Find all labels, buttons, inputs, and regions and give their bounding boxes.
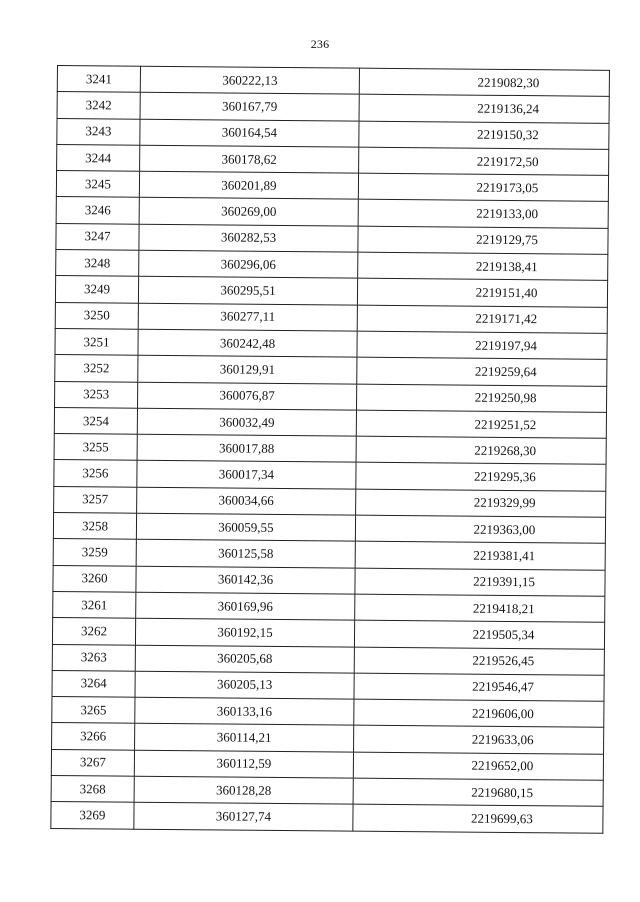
point-number-cell xyxy=(56,250,139,277)
x-coordinate-cell xyxy=(138,303,357,331)
point-number-value: 3264 xyxy=(80,675,107,691)
point-number-cell xyxy=(52,618,135,645)
point-number-cell xyxy=(53,539,136,566)
point-number-cell xyxy=(56,171,139,198)
point-number-value: 3241 xyxy=(85,70,112,87)
y-coordinate-cell xyxy=(354,620,604,648)
y-coordinate-cell xyxy=(359,68,609,96)
point-number-value: 3252 xyxy=(83,360,110,376)
point-number-value: 3256 xyxy=(82,465,109,481)
point-number-value: 3268 xyxy=(79,780,106,797)
y-coordinate-value: 2219151,40 xyxy=(475,284,538,301)
point-number-cell xyxy=(55,276,138,303)
point-number-value: 3258 xyxy=(81,517,109,534)
x-coordinate-value: 360178,62 xyxy=(221,150,277,167)
y-coordinate-cell xyxy=(357,384,607,412)
x-coordinate-value: 360125,58 xyxy=(218,545,274,561)
point-number-value: 3243 xyxy=(85,123,112,139)
x-coordinate-value: 360269,00 xyxy=(221,203,277,220)
y-coordinate-cell xyxy=(358,173,608,201)
point-number-value: 3250 xyxy=(83,307,110,323)
x-coordinate-cell xyxy=(139,198,358,226)
x-coordinate-cell xyxy=(140,119,359,147)
y-coordinate-cell xyxy=(354,726,604,754)
point-number-cell xyxy=(55,381,138,408)
table-row xyxy=(51,802,603,833)
point-number-cell xyxy=(54,434,137,461)
x-coordinate-value: 360242,48 xyxy=(219,335,276,351)
y-coordinate-value: 2219295,36 xyxy=(473,468,536,485)
x-coordinate-cell xyxy=(137,461,356,489)
x-coordinate-cell xyxy=(134,776,353,804)
point-number-cell xyxy=(52,723,135,750)
point-number-cell xyxy=(54,460,137,487)
point-number-cell xyxy=(55,355,138,382)
x-coordinate-value: 360222,13 xyxy=(222,72,278,88)
y-coordinate-value: 2219418,21 xyxy=(472,600,535,616)
x-coordinate-cell xyxy=(139,171,358,199)
point-number-value: 3242 xyxy=(85,97,112,113)
y-coordinate-cell xyxy=(359,94,609,122)
coordinates-table xyxy=(50,65,610,833)
y-coordinate-cell xyxy=(358,252,608,280)
point-number-cell xyxy=(53,565,136,592)
coordinates-table-body xyxy=(51,66,610,833)
x-coordinate-cell xyxy=(140,145,359,173)
y-coordinate-cell xyxy=(356,463,606,491)
y-coordinate-value: 2219251,52 xyxy=(474,416,537,432)
point-number-cell xyxy=(57,144,140,171)
point-number-value: 3251 xyxy=(83,333,110,350)
x-coordinate-cell xyxy=(135,724,354,752)
y-coordinate-cell xyxy=(353,804,603,832)
y-coordinate-cell xyxy=(356,436,606,464)
y-coordinate-value: 2219173,05 xyxy=(476,179,539,196)
y-coordinate-cell xyxy=(354,647,604,675)
point-number-cell xyxy=(54,486,137,513)
y-coordinate-value: 2219136,24 xyxy=(477,100,540,117)
x-coordinate-value: 360201,89 xyxy=(221,177,277,193)
x-coordinate-value: 360142,36 xyxy=(217,571,274,588)
point-number-cell xyxy=(54,407,137,434)
point-number-cell xyxy=(52,644,135,671)
x-coordinate-cell xyxy=(140,93,359,121)
x-coordinate-cell xyxy=(136,540,355,568)
point-number-value: 3246 xyxy=(84,202,111,218)
y-coordinate-value: 2219699,63 xyxy=(471,810,533,827)
x-coordinate-value: 360133,16 xyxy=(216,703,273,719)
x-coordinate-cell xyxy=(134,750,353,778)
x-coordinate-cell xyxy=(135,697,354,725)
x-coordinate-cell xyxy=(138,382,357,410)
point-number-value: 3249 xyxy=(83,281,111,297)
x-coordinate-cell xyxy=(138,329,357,357)
y-coordinate-cell xyxy=(357,279,607,307)
y-coordinate-value: 2219363,00 xyxy=(473,521,536,537)
point-number-cell xyxy=(56,223,139,250)
x-coordinate-cell xyxy=(135,618,354,646)
point-number-value: 3267 xyxy=(79,754,106,770)
y-coordinate-value: 2219606,00 xyxy=(471,705,534,721)
x-coordinate-value: 360114,21 xyxy=(216,729,272,745)
x-coordinate-cell xyxy=(136,566,355,594)
x-coordinate-value: 360034,66 xyxy=(218,492,274,509)
point-number-cell xyxy=(52,670,135,697)
x-coordinate-cell xyxy=(140,66,359,94)
x-coordinate-cell xyxy=(137,434,356,462)
x-coordinate-value: 360164,54 xyxy=(221,124,278,141)
point-number-cell xyxy=(55,302,138,329)
x-coordinate-value: 360277,11 xyxy=(220,308,276,325)
y-coordinate-cell xyxy=(354,673,604,701)
point-number-cell xyxy=(53,513,136,540)
y-coordinate-cell xyxy=(356,489,606,517)
x-coordinate-cell xyxy=(139,224,358,252)
y-coordinate-cell xyxy=(355,541,605,569)
point-number-cell xyxy=(57,118,140,145)
x-coordinate-value: 360059,55 xyxy=(218,519,274,535)
y-coordinate-cell xyxy=(353,752,603,780)
point-number-value: 3244 xyxy=(85,149,112,166)
point-number-value: 3262 xyxy=(80,623,108,639)
x-coordinate-cell xyxy=(137,487,356,515)
x-coordinate-value: 360076,87 xyxy=(219,387,275,404)
x-coordinate-value: 360127,74 xyxy=(215,808,272,824)
x-coordinate-value: 360129,91 xyxy=(219,361,276,377)
page-number: 236 xyxy=(310,37,330,51)
point-number-value: 3260 xyxy=(81,570,108,586)
y-coordinate-value: 2219329,99 xyxy=(473,495,536,511)
y-coordinate-value: 2219133,00 xyxy=(476,205,539,222)
x-coordinate-value: 360017,88 xyxy=(218,440,275,456)
x-coordinate-value: 360205,13 xyxy=(216,676,273,693)
y-coordinate-value: 2219138,41 xyxy=(475,258,538,274)
y-coordinate-value: 2219652,00 xyxy=(471,758,534,774)
y-coordinate-value: 2219505,34 xyxy=(472,626,535,643)
x-coordinate-value: 360296,06 xyxy=(220,256,276,272)
x-coordinate-cell xyxy=(138,355,357,383)
point-number-value: 3248 xyxy=(84,254,111,271)
y-coordinate-value: 2219250,98 xyxy=(474,389,537,406)
point-number-cell xyxy=(56,197,139,224)
y-coordinate-cell xyxy=(357,357,607,385)
point-number-value: 3261 xyxy=(81,596,108,613)
y-coordinate-value: 2219129,75 xyxy=(476,232,538,248)
point-number-value: 3269 xyxy=(79,807,106,823)
x-coordinate-value: 360017,34 xyxy=(218,466,275,483)
point-number-value: 3255 xyxy=(82,439,109,455)
y-coordinate-value: 2219172,50 xyxy=(476,153,539,169)
x-coordinate-cell xyxy=(139,250,358,278)
coordinates-table-container xyxy=(50,65,606,833)
x-coordinate-value: 360192,15 xyxy=(217,624,273,640)
point-number-value: 3253 xyxy=(83,386,110,402)
y-coordinate-cell xyxy=(355,594,605,622)
point-number-value: 3245 xyxy=(84,176,112,192)
y-coordinate-cell xyxy=(357,305,607,333)
x-coordinate-cell xyxy=(134,803,353,831)
y-coordinate-cell xyxy=(355,515,605,543)
point-number-value: 3254 xyxy=(82,412,109,428)
point-number-cell xyxy=(51,802,134,829)
y-coordinate-value: 2219150,32 xyxy=(476,126,539,143)
x-coordinate-value: 360032,49 xyxy=(219,413,275,430)
point-number-value: 3259 xyxy=(81,544,108,560)
y-coordinate-value: 2219197,94 xyxy=(475,337,538,353)
y-coordinate-value: 2219633,06 xyxy=(471,731,534,748)
point-number-cell xyxy=(53,591,136,618)
y-coordinate-value: 2219526,45 xyxy=(472,652,535,669)
x-coordinate-value: 360169,96 xyxy=(217,598,273,614)
y-coordinate-cell xyxy=(355,568,605,596)
y-coordinate-cell xyxy=(358,200,608,228)
y-coordinate-value: 2219391,15 xyxy=(473,573,535,590)
y-coordinate-value: 2219680,15 xyxy=(471,784,534,800)
point-number-value: 3263 xyxy=(80,649,107,665)
y-coordinate-cell xyxy=(357,331,607,359)
x-coordinate-cell xyxy=(137,408,356,436)
point-number-value: 3266 xyxy=(80,728,107,744)
x-coordinate-value: 360205,68 xyxy=(217,650,273,667)
y-coordinate-value: 2219171,42 xyxy=(475,310,538,327)
y-coordinate-value: 2219259,64 xyxy=(474,363,537,380)
x-coordinate-value: 360128,28 xyxy=(215,782,272,798)
y-coordinate-value: 2219082,30 xyxy=(477,74,540,90)
point-number-value: 3247 xyxy=(84,228,111,244)
x-coordinate-cell xyxy=(136,513,355,541)
x-coordinate-cell xyxy=(136,592,355,620)
x-coordinate-value: 360282,53 xyxy=(220,229,277,246)
point-number-value: 3265 xyxy=(80,701,107,718)
x-coordinate-value: 360295,51 xyxy=(220,282,276,298)
y-coordinate-value: 2219268,30 xyxy=(474,442,537,458)
x-coordinate-cell xyxy=(135,645,354,673)
point-number-cell xyxy=(51,775,134,802)
y-coordinate-cell xyxy=(359,121,609,149)
point-number-cell xyxy=(57,92,140,119)
point-number-cell xyxy=(57,66,140,93)
x-coordinate-cell xyxy=(135,671,354,699)
y-coordinate-value: 2219546,47 xyxy=(472,679,535,695)
y-coordinate-cell xyxy=(359,147,609,175)
x-coordinate-value: 360112,59 xyxy=(216,755,272,772)
x-coordinate-cell xyxy=(138,277,357,305)
point-number-cell xyxy=(51,749,134,776)
y-coordinate-value: 2219381,41 xyxy=(473,547,536,564)
y-coordinate-cell xyxy=(353,778,603,806)
point-number-value: 3257 xyxy=(82,491,109,507)
point-number-cell xyxy=(52,697,135,724)
point-number-cell xyxy=(55,328,138,355)
y-coordinate-cell xyxy=(358,226,608,254)
x-coordinate-value: 360167,79 xyxy=(221,98,278,114)
y-coordinate-cell xyxy=(354,699,604,727)
y-coordinate-cell xyxy=(356,410,606,438)
